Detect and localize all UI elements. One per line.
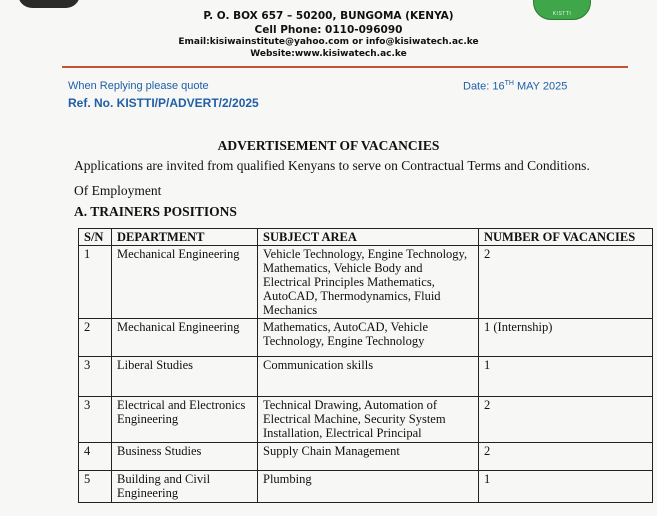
- date-prefix: Date: 16: [463, 80, 505, 93]
- cell-vacancies: 1: [479, 357, 653, 397]
- header-sn: S/N: [79, 229, 112, 246]
- cell-sn: 3: [79, 397, 112, 443]
- header-department: DEPARTMENT: [112, 229, 258, 246]
- website-line: Website:www.kisiwatech.ac.ke: [250, 49, 407, 59]
- cell-vacancies: 2: [479, 443, 653, 471]
- cell-department: Business Studies: [112, 443, 258, 471]
- email-line: Email:kisiwainstitute@yahoo.com or info@kisiwatech.ac.ke: [178, 37, 479, 47]
- cell-subject: Communication skills: [258, 357, 479, 397]
- cell-vacancies: 2: [479, 246, 653, 319]
- table-row: [79, 397, 653, 443]
- cell-sn: 5: [79, 471, 112, 503]
- cell-department: Electrical and Electronics Engineering: [112, 397, 258, 443]
- header-subject-area: SUBJECT AREA: [258, 229, 479, 246]
- reply-quote-label: When Replying please quote: [68, 80, 209, 92]
- vacancies-table: [78, 228, 653, 503]
- table-row: [79, 319, 653, 357]
- cell-department: Liberal Studies: [112, 357, 258, 397]
- cell-sn: 2: [79, 319, 112, 357]
- header-vacancies: NUMBER OF VACANCIES: [479, 229, 653, 246]
- cell-subject: Vehicle Technology, Engine Technology, Mathematics, Vehicle Body and Electrical Principles Mathematics, AutoCAD, Thermodynamics, Fluid Mechanics: [258, 246, 479, 319]
- cell-sn: 3: [79, 357, 112, 397]
- cell-sn: 4: [79, 443, 112, 471]
- cell-department: Mechanical Engineering: [112, 246, 258, 319]
- letter-date: [463, 80, 567, 93]
- cell-vacancies: 1: [479, 471, 653, 503]
- cell-vacancies: 2: [479, 397, 653, 443]
- institute-crest-logo: [18, 0, 80, 8]
- cell-subject: Supply Chain Management: [258, 443, 479, 471]
- reference-number: Ref. No. KISTTI/P/ADVERT/2/2025: [68, 96, 259, 110]
- table-row: [79, 246, 653, 319]
- section-heading: A. TRAINERS POSITIONS: [74, 204, 237, 219]
- header-divider: [62, 66, 628, 68]
- table-header-row: [79, 229, 653, 246]
- cell-department: Mechanical Engineering: [112, 319, 258, 357]
- date-ordinal: TH: [504, 80, 514, 87]
- cell-department: Building and Civil Engineering: [112, 471, 258, 503]
- date-suffix: MAY 2025: [513, 80, 568, 93]
- table-row: [79, 443, 653, 471]
- table-row: [79, 471, 653, 503]
- intro-line-1: Applications are invited from qualified Kenyans to serve on Contractual Terms and Conditions.: [74, 158, 590, 173]
- cell-subject: Plumbing: [258, 471, 479, 503]
- badge-text: KISTTI: [552, 11, 572, 17]
- postal-address: P. O. BOX 657 – 50200, BUNGOMA (KENYA): [203, 10, 454, 22]
- phone-line: Cell Phone: 0110-096090: [254, 24, 403, 36]
- cell-subject: Mathematics, AutoCAD, Vehicle Technology, Engine Technology: [258, 319, 479, 357]
- table-row: [79, 357, 653, 397]
- cell-sn: 1: [79, 246, 112, 319]
- cell-subject: Technical Drawing, Automation of Electrical Machine, Security System Installation, Electrical Principal: [258, 397, 479, 443]
- intro-line-2: Of Employment: [74, 183, 162, 198]
- cell-vacancies: 1 (Internship): [479, 319, 653, 357]
- advert-title: ADVERTISEMENT OF VACANCIES: [217, 138, 440, 153]
